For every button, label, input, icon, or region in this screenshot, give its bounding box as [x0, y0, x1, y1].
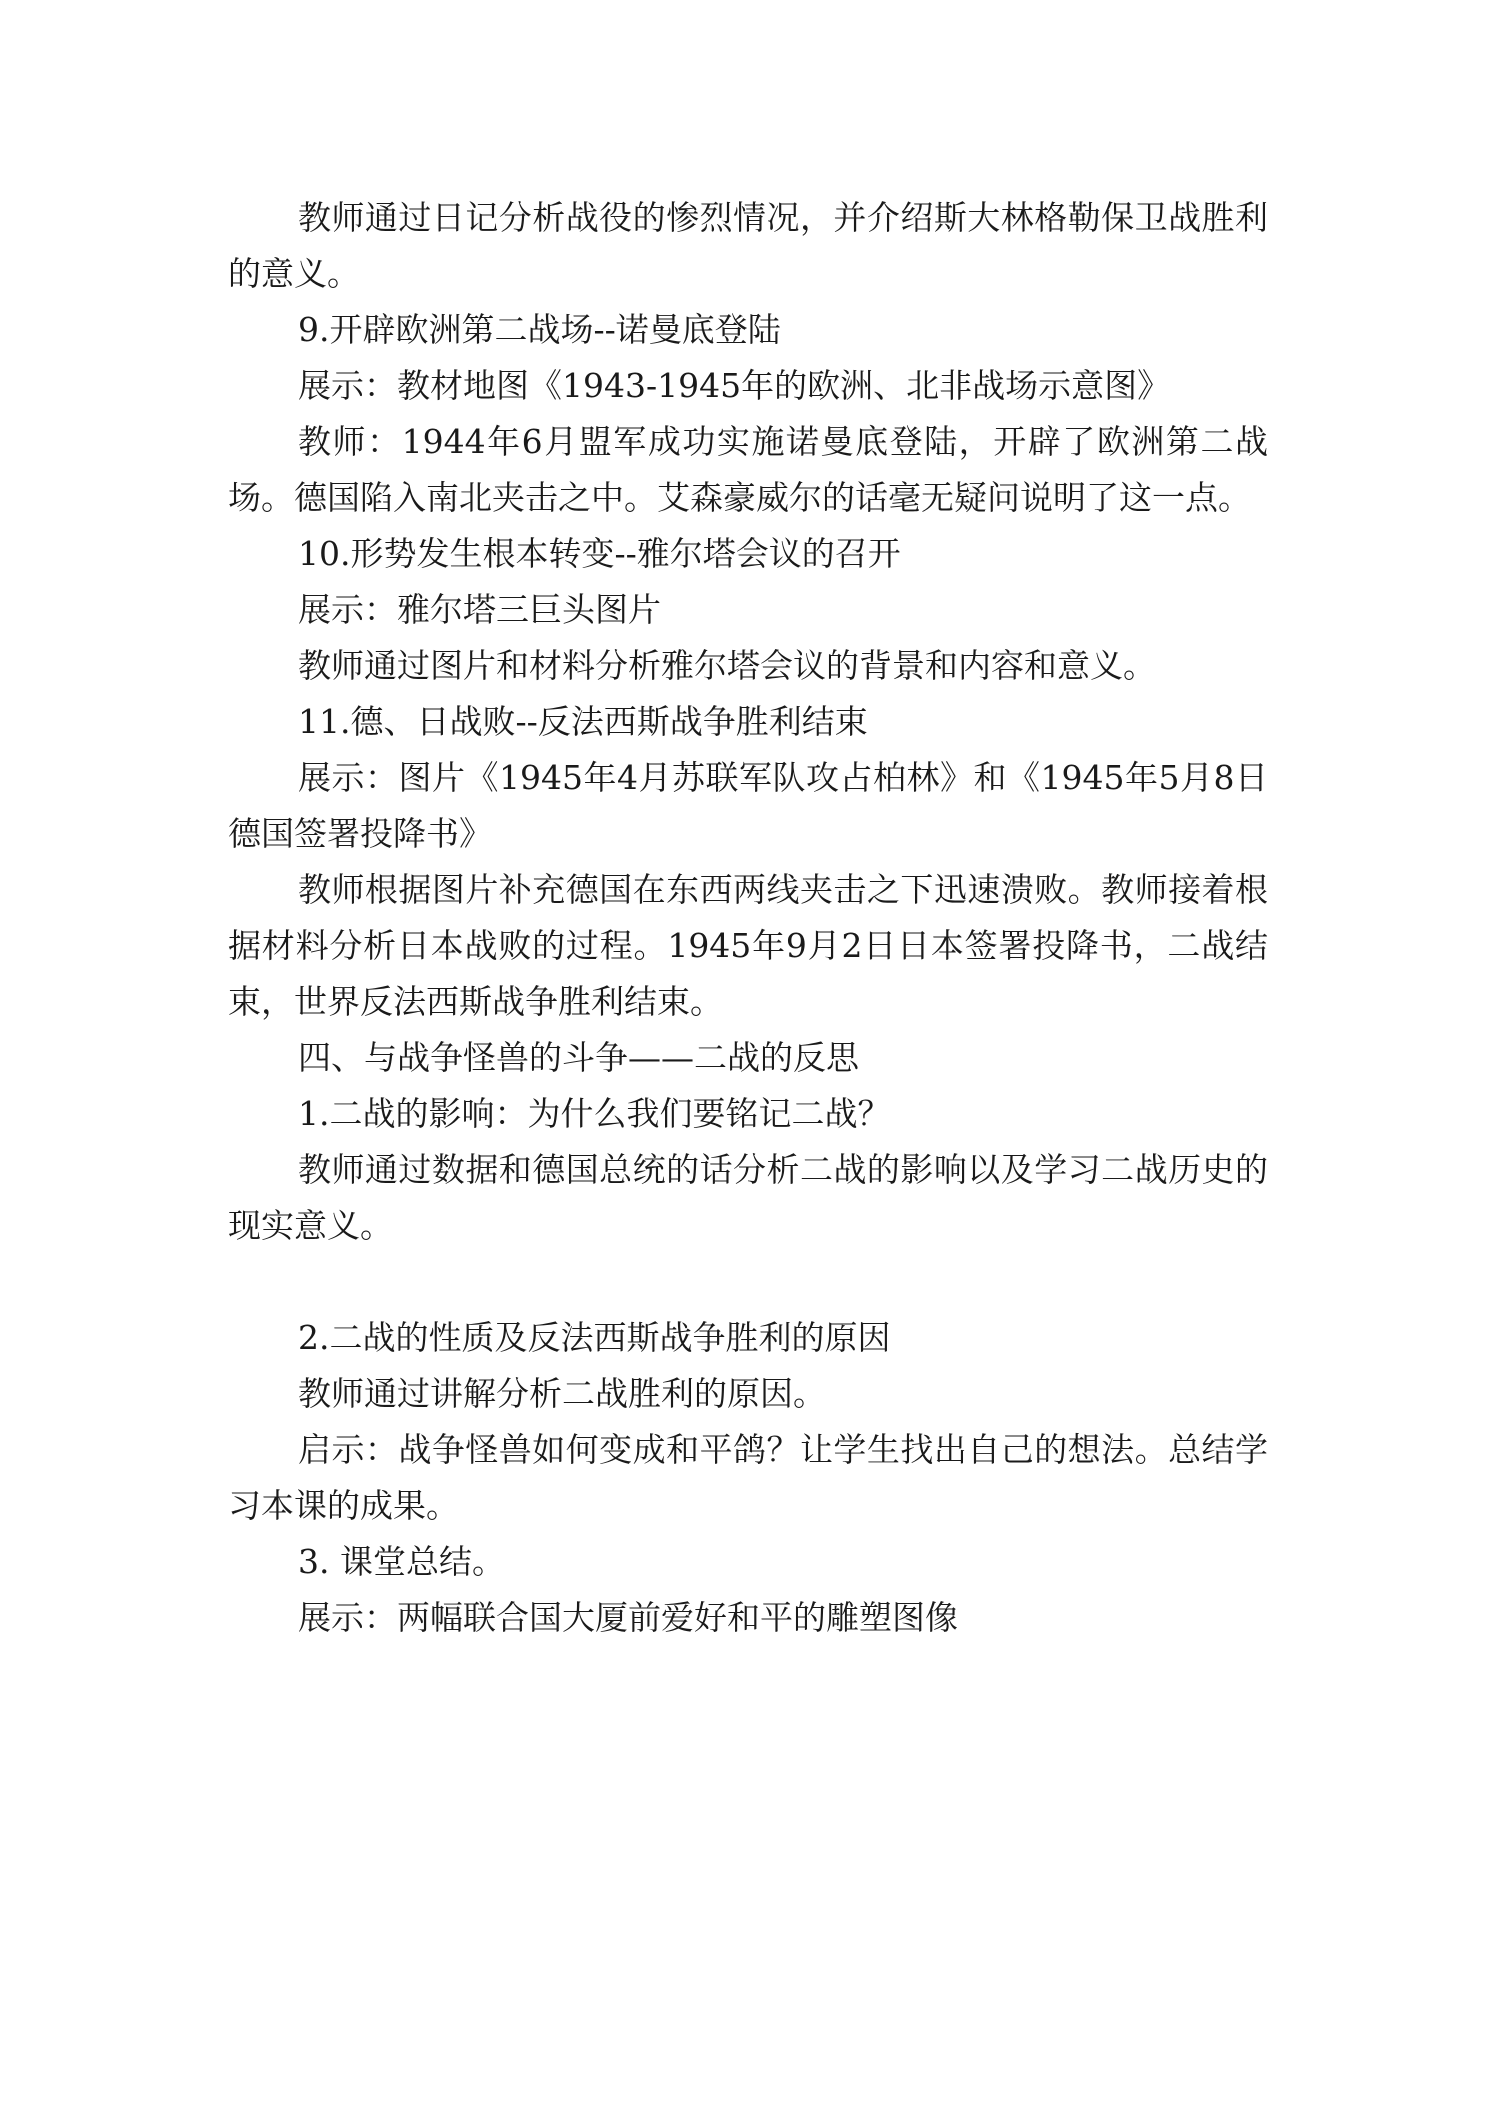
paragraph-show-sculptures: 展示：两幅联合国大厦前爱好和平的雕塑图像: [298, 1598, 958, 1637]
paragraph-show-yalta: 展示：雅尔塔三巨头图片: [298, 590, 661, 629]
paragraph-defeat-analysis: 教师根据图片补充德国在东西两线夹击之下迅速溃败。教师接着根据材料分析日本战败的过程。1945年9月2日日本签署投降书，二战结束，世界反法西斯战争胜利结束。: [228, 870, 1268, 1021]
heading-normandy-landing: 9.开辟欧洲第二战场--诺曼底登陆: [298, 310, 781, 349]
heading-section-four: 四、与战争怪兽的斗争——二战的反思: [298, 1038, 859, 1077]
heading-war-impact: 1.二战的影响：为什么我们要铭记二战？: [298, 1094, 891, 1133]
paragraph-show-berlin: 展示：图片《1945年4月苏联军队攻占柏林》和《1945年5月8日德国签署投降书》: [228, 758, 1268, 853]
paragraph-teacher-normandy: 教师：1944年6月盟军成功实施诺曼底登陆，开辟了欧洲第二战场。德国陷入南北夹击之中。艾森豪威尔的话毫无疑问说明了这一点。: [228, 422, 1268, 517]
heading-war-nature: 2.二战的性质及反法西斯战争胜利的原因: [298, 1318, 891, 1357]
heading-yalta-conference: 10.形势发生根本转变--雅尔塔会议的召开: [298, 534, 901, 573]
paragraph-impact-analysis: 教师通过数据和德国总统的话分析二战的影响以及学习二战历史的现实意义。: [228, 1150, 1268, 1245]
paragraph-victory-reasons: 教师通过讲解分析二战胜利的原因。: [298, 1374, 826, 1413]
heading-germany-japan-defeat: 11.德、日战败--反法西斯战争胜利结束: [298, 702, 868, 741]
document-body: [228, 190, 1268, 1646]
paragraph-stalingrad-analysis: 教师通过日记分析战役的惨烈情况，并介绍斯大林格勒保卫战胜利的意义。: [228, 198, 1268, 293]
paragraph-show-map: 展示：教材地图《1943-1945年的欧洲、北非战场示意图》: [298, 366, 1171, 405]
paragraph-inspiration: 启示：战争怪兽如何变成和平鸽？让学生找出自己的想法。总结学习本课的成果。: [228, 1430, 1268, 1525]
heading-class-summary: 3. 课堂总结。: [298, 1542, 505, 1581]
paragraph-yalta-analysis: 教师通过图片和材料分析雅尔塔会议的背景和内容和意义。: [298, 646, 1156, 685]
blank-line: [228, 1254, 1268, 1310]
